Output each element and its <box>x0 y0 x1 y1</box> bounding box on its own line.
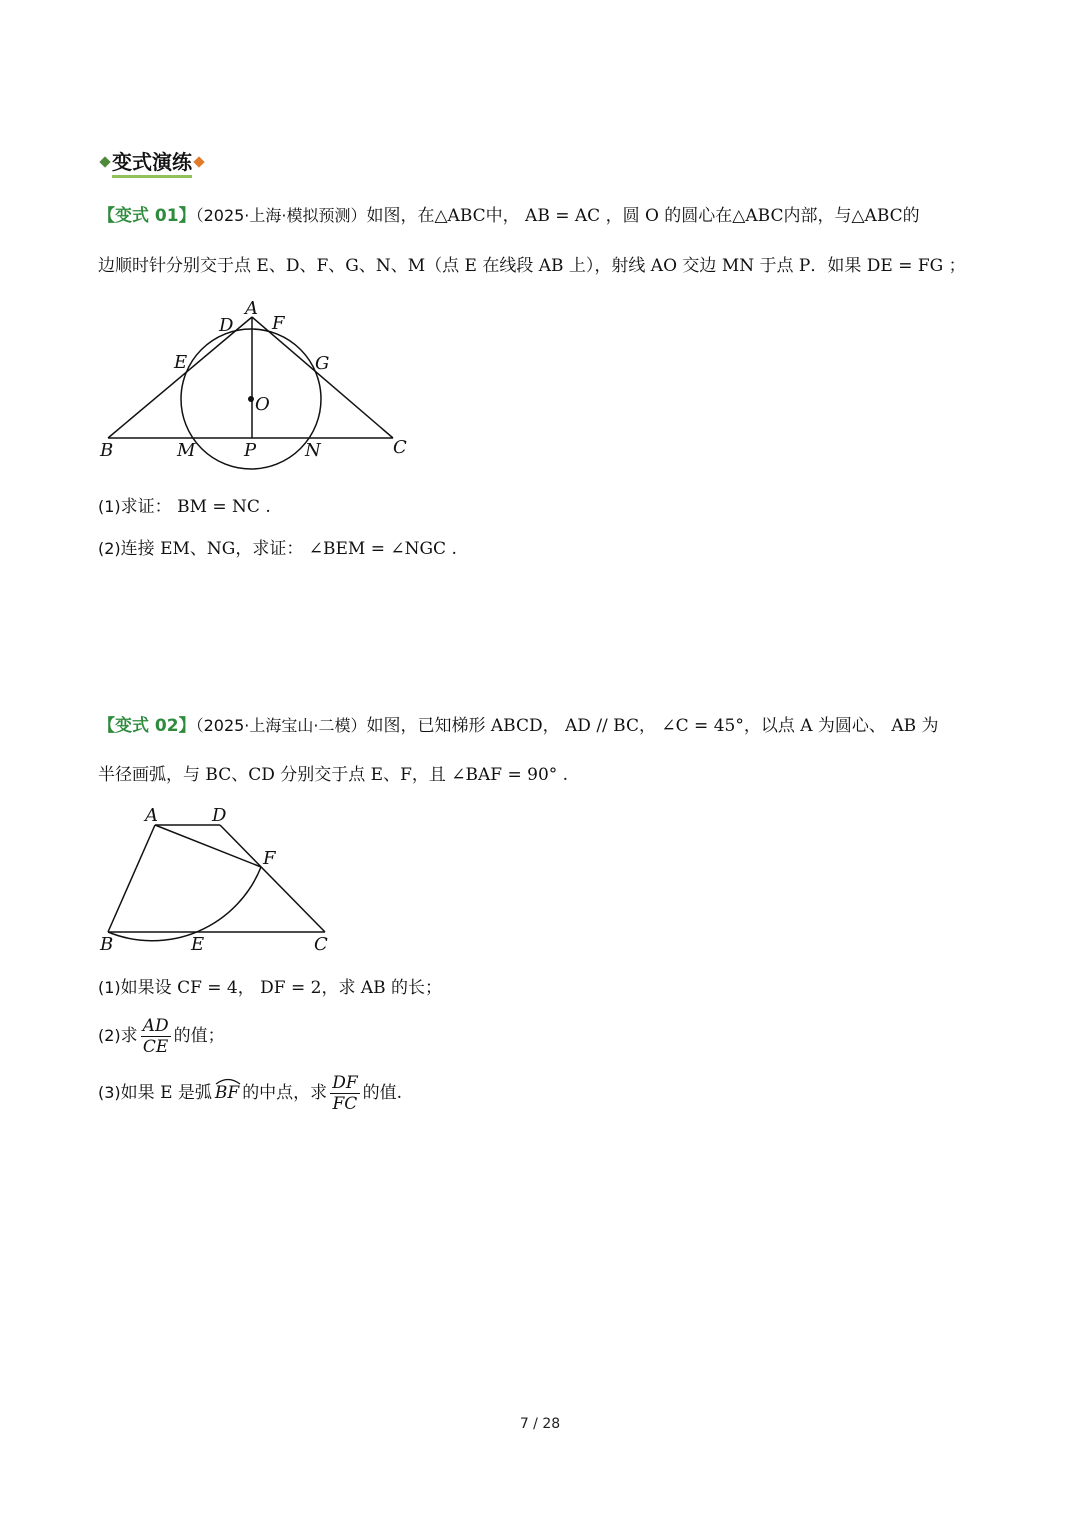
label-a: A <box>245 298 258 319</box>
problem2-question3 <box>98 1071 402 1115</box>
q1-number: (1) <box>98 497 121 516</box>
section-title-text: 变式演练 <box>112 150 192 178</box>
segment-af <box>155 825 261 867</box>
label-d: D <box>212 805 227 826</box>
label-p: P <box>244 440 257 461</box>
problem1-source: （2025·上海·模拟预测） <box>195 206 367 225</box>
center-o-dot <box>248 396 254 402</box>
label-b: B <box>100 440 114 461</box>
label-f: F <box>263 848 276 869</box>
page-number: 7 / 28 <box>519 1416 561 1432</box>
label-b: B <box>100 934 114 955</box>
label-o: O <box>255 394 270 415</box>
green-diamond-icon <box>99 156 110 167</box>
q1-text: 如果设 CF = 4， DF = 2，求 AB 的长； <box>120 978 443 998</box>
fraction-ad-ce <box>141 1016 171 1057</box>
problem2-line2-text: 半径画弧，与 BC、CD 分别交于点 E、F，且 ∠BAF = 90° . <box>98 765 569 785</box>
q1-number: (1) <box>98 978 121 997</box>
label-m: M <box>177 440 196 461</box>
problem1-tag: 【变式 01】 <box>98 206 196 226</box>
orange-diamond-icon <box>193 156 204 167</box>
label-e: E <box>191 934 205 955</box>
label-e: E <box>174 352 188 373</box>
fraction-df-fc <box>330 1073 359 1114</box>
label-f: F <box>272 313 285 334</box>
q3-post: 的值. <box>362 1083 403 1103</box>
problem1-question1 <box>98 494 271 520</box>
segment-ac <box>252 317 393 438</box>
problem1-line2-text: 边顺时针分别交于点 E、D、F、G、N、M（点 E 在线段 AB 上），射线 AO 交边 MN 于点 P．如果 DE = FG ； <box>98 256 966 276</box>
figure2-trapezoid-arc <box>95 800 345 960</box>
fraction-numerator: DF <box>332 1073 358 1093</box>
label-d: D <box>219 315 234 336</box>
problem1-line1 <box>98 203 920 229</box>
problem2-line2 <box>98 762 568 788</box>
problem1-line1-text: 如图，在△ABC中， AB = AC ，圆 O 的圆心在△ABC内部，与△ABC的 <box>366 206 920 226</box>
figure1-triangle-circle <box>95 295 425 475</box>
problem2-line1-text: 如图，已知梯形 ABCD， AD // BC， ∠C = 45°，以点 A 为圆心、 AB 为 <box>366 716 939 736</box>
fraction-denominator: FC <box>332 1094 358 1114</box>
arc-notation <box>215 1071 239 1115</box>
problem2-source: （2025·上海宝山·二模） <box>195 716 367 735</box>
q2-number: (2) <box>98 539 121 558</box>
fraction-numerator: AD <box>142 1016 169 1036</box>
label-c: C <box>393 437 407 458</box>
label-a: A <box>145 805 158 826</box>
q3-mid: 的中点，求 <box>242 1083 328 1103</box>
problem2-line1 <box>98 713 939 739</box>
label-g: G <box>315 353 330 374</box>
q2-pre: 求 <box>120 1026 138 1046</box>
segment-dc <box>220 825 325 932</box>
q2-number: (2) <box>98 1026 121 1045</box>
segment-ab <box>108 825 155 932</box>
arc-label: BF <box>214 1083 240 1103</box>
q3-number: (3) <box>98 1083 121 1102</box>
problem2-tag: 【变式 02】 <box>98 716 196 736</box>
q2-text: 连接 EM、NG，求证： ∠BEM = ∠NGC . <box>120 539 457 559</box>
q1-text: 求证： BM = NC . <box>120 497 271 517</box>
q2-post: 的值； <box>173 1026 225 1046</box>
label-n: N <box>305 440 321 461</box>
q3-pre: 如果 E 是弧 <box>120 1083 212 1103</box>
label-c: C <box>314 934 328 955</box>
arc-symbol-icon <box>215 1077 241 1085</box>
problem1-line2 <box>98 253 966 279</box>
fraction-denominator: CE <box>142 1037 169 1057</box>
problem2-question2 <box>98 1014 225 1058</box>
section-title <box>98 146 206 175</box>
problem2-question1 <box>98 975 442 1001</box>
problem1-question2 <box>98 536 457 562</box>
